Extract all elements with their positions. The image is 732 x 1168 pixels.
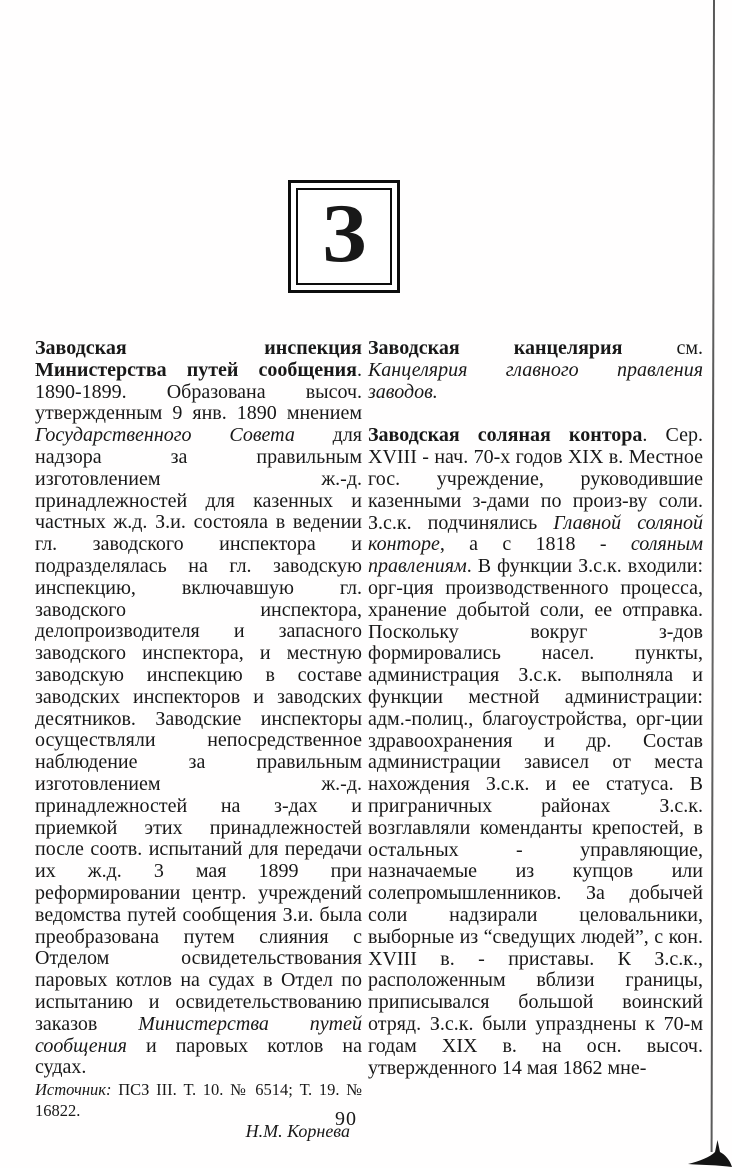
left-column — [35, 338, 362, 1143]
section-letter: З — [321, 186, 367, 280]
entry-zavodskaya-solyanaya-kontora: Заводская соляная контора. Сер. XVIII - нач. 70-х годов XIX в. Местное гос. учреждение, руководившие казенными з-дами по произ-ву соли. З.с.к. подчинялись Главной соляной конторе, а с 1818 - соляным правлениям. В функции З.с.к. входили: орг-ция производственного процесса, хранение добытой соли, ее отправка. Поскольку вокруг з-дов формировались насел. пункты, администрация З.с.к. выполняла и функции местной администрации: адм.-полиц., благоустройства, орг-ции здравоохранения и др. Состав администрации зависел от места нахождения З.с.к. и ее статуса. В приграничных районах З.с.к. возглавляли коменданты крепостей, в остальных - управляющие, назначаемые из купцов или солепромышленников. За добычей соли надзирали целовальники, выборные из “сведущих людей”, с кон. XVIII в. - приставы. К З.с.к., расположенным вблизи границы, приписывался большой воинский отряд. З.с.к. были упразднены к 70-м годам XIX в. на осн. высоч. утвержденного 14 мая 1862 мне- — [368, 424, 704, 1079]
section-letter-box-inner — [296, 188, 392, 285]
entry-zavodskaya-kancelyariya: Заводская канцелярия см. Канцелярия главного правления заводов. — [368, 337, 703, 403]
entry-zavodskaya-inspekciya: Заводская инспекция Министерства путей сообщения. 1890-1899. Образована высоч. утвержденным 9 янв. 1890 мнением Государственного Совета для надзора за правильным изготовлением ж.-д. принадлежностей для казенных и частных ж.д. З.и. состояла в ведении гл. заводского инспектора и подразделялась на гл. заводскую инспекцию, включавшую гл. заводского инспектора, делопроизводителя и запасного заводского инспектора, и местную заводскую инспекцию в составе заводских инспекторов и заводских десятников. Заводские инспекторы осуществляли непосредственное наблюдение за правильным изготовлением ж.-д. принадлежностей на з-дах и приемкой этих принадлежностей после соотв. испытаний для передачи их ж.д. 3 мая 1899 при реформировании центр. учреждений ведомства путей сообщения З.и. была преобразована путем слияния с Отделом освидетельствования паровых котлов на судах в Отдел по испытанию и освидетельствованию заказов Министерства путей сообщения и паровых котлов на судах. — [35, 337, 363, 1079]
scan-smudge-mark — [688, 1140, 732, 1168]
author-signature: Н.М. Корнева — [245, 1121, 350, 1142]
section-letter-box — [288, 180, 400, 293]
source-note: Источник: ПСЗ III. Т. 10. № 6514; Т. 19. № 16822. — [35, 1080, 362, 1121]
right-column — [368, 338, 703, 1079]
page-number: 90 — [335, 1108, 357, 1130]
scan-edge-line — [711, 0, 715, 1152]
